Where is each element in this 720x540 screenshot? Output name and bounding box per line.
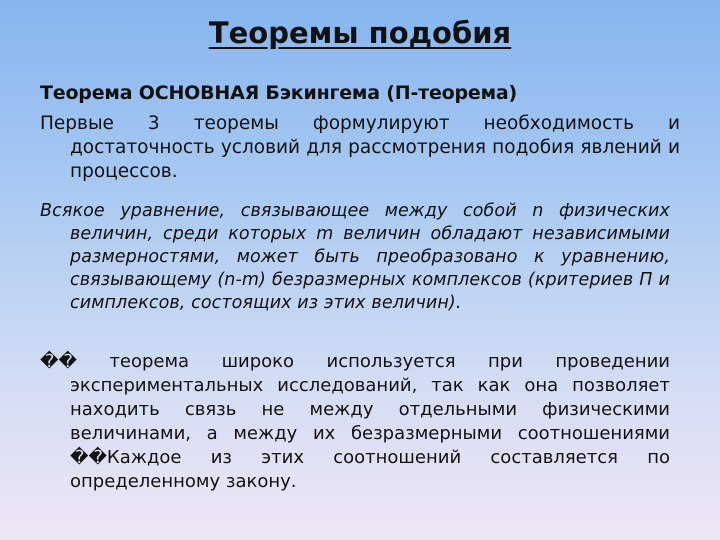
paragraph-theorem-statement: Всякое уравнение, связывающее между собой n физических величин, среди которых m величин обладают независимыми размерностями, может быть преобразовано к уравнению, связывающему (n-m) безразмерных комплексов (критериев П и симплексов, состоящих из этих величин). — [40, 201, 670, 313]
slide-title: Теоремы подобия — [208, 16, 512, 50]
paragraph-intro: Первые 3 теоремы формулируют необходимость и достаточность условий для рассмотрения подобия явлений и процессов. — [40, 113, 680, 182]
paragraph-theorem-usage: �� теорема широко используется при проведении экспериментальных исследований, так как она позволяет находить связь не между отдельными физическими величинами, а между их безразмерными соотношениями ��Каждое из этих соотношений составляется по определенному закону. — [40, 351, 670, 492]
slide-subtitle: Теорема ОСНОВНАЯ Бэкингема (П-теорема) — [40, 82, 518, 104]
